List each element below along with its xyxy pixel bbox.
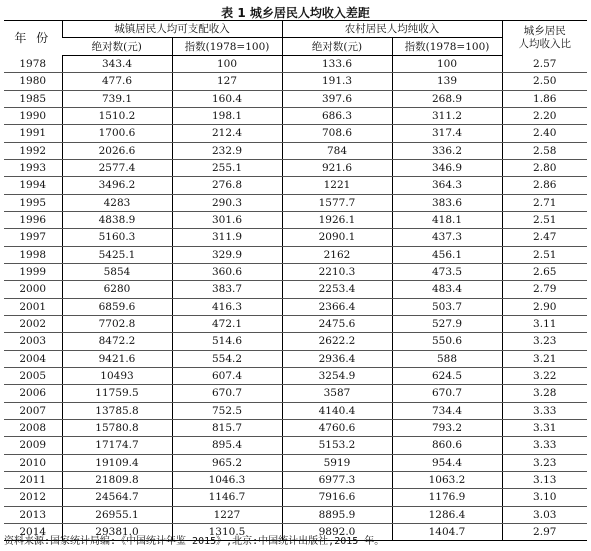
table-row	[4, 350, 587, 367]
urban-index-cell: 1046.3	[172, 471, 282, 488]
ratio-cell: 3.22	[502, 367, 587, 384]
source-note: 资料来源:国家统计局编:《中国统计年鉴 2015》,北京:中国统计出版社,2015 年。	[4, 536, 385, 547]
urban-index-cell: 965.2	[172, 454, 282, 471]
urban-index-cell: 1310.5	[172, 523, 282, 540]
rural-index-cell: 1404.7	[392, 523, 502, 540]
rural-index-header: 指数(1978=100)	[392, 38, 502, 56]
table-row	[4, 419, 587, 436]
urban-income-group-header: 城镇居民人均可支配收入	[62, 21, 282, 38]
year-cell: 1997	[4, 229, 62, 246]
table-row	[4, 107, 587, 124]
urban-absolute-cell: 26955.1	[62, 506, 172, 523]
table-row	[4, 177, 587, 194]
urban-index-cell: 329.9	[172, 246, 282, 263]
table-body	[4, 56, 587, 541]
rural-absolute-cell: 133.6	[282, 56, 392, 73]
urban-absolute-header: 绝对数(元)	[62, 38, 172, 56]
year-cell: 1990	[4, 107, 62, 124]
urban-absolute-cell: 477.6	[62, 73, 172, 90]
ratio-cell: 3.11	[502, 315, 587, 332]
ratio-cell: 3.33	[502, 437, 587, 454]
urban-absolute-cell: 29381.0	[62, 523, 172, 540]
urban-absolute-cell: 15780.8	[62, 419, 172, 436]
rural-index-cell: 527.9	[392, 315, 502, 332]
rural-index-cell: 1063.2	[392, 471, 502, 488]
rural-absolute-cell: 397.6	[282, 90, 392, 107]
ratio-cell: 3.23	[502, 454, 587, 471]
ratio-cell: 2.90	[502, 298, 587, 315]
table-header	[4, 21, 587, 56]
table-row	[4, 333, 587, 350]
urban-index-cell: 607.4	[172, 367, 282, 384]
urban-index-cell: 301.6	[172, 211, 282, 228]
rural-absolute-cell: 7916.6	[282, 489, 392, 506]
year-cell: 2014	[4, 523, 62, 540]
table-row	[4, 159, 587, 176]
urban-index-cell: 232.9	[172, 142, 282, 159]
year-cell: 1996	[4, 211, 62, 228]
ratio-cell: 3.10	[502, 489, 587, 506]
rural-income-group-header: 农村居民人均纯收入	[282, 21, 502, 38]
urban-absolute-cell: 6859.6	[62, 298, 172, 315]
table-title: 表 1 城乡居民人均收入差距	[221, 6, 370, 20]
urban-absolute-cell: 7702.8	[62, 315, 172, 332]
rural-absolute-cell: 1926.1	[282, 211, 392, 228]
ratio-cell: 2.40	[502, 125, 587, 142]
urban-absolute-cell: 5160.3	[62, 229, 172, 246]
ratio-header	[502, 21, 587, 56]
rural-absolute-cell: 2622.2	[282, 333, 392, 350]
table-row	[4, 454, 587, 471]
year-cell: 1985	[4, 90, 62, 107]
ratio-cell: 2.65	[502, 263, 587, 280]
year-cell: 1998	[4, 246, 62, 263]
year-cell: 1994	[4, 177, 62, 194]
table-row	[4, 194, 587, 211]
urban-absolute-cell: 1700.6	[62, 125, 172, 142]
rural-absolute-cell: 6977.3	[282, 471, 392, 488]
year-cell: 2011	[4, 471, 62, 488]
rural-index-cell: 383.6	[392, 194, 502, 211]
urban-absolute-cell: 9421.6	[62, 350, 172, 367]
rural-absolute-cell: 2936.4	[282, 350, 392, 367]
urban-index-cell: 290.3	[172, 194, 282, 211]
rural-index-cell: 734.4	[392, 402, 502, 419]
ratio-cell: 3.21	[502, 350, 587, 367]
table-row	[4, 385, 587, 402]
urban-absolute-cell: 5854	[62, 263, 172, 280]
rural-absolute-cell: 1221	[282, 177, 392, 194]
income-gap-table-container	[4, 20, 587, 541]
year-cell: 1992	[4, 142, 62, 159]
rural-index-cell: 860.6	[392, 437, 502, 454]
rural-absolute-cell: 784	[282, 142, 392, 159]
year-cell: 1995	[4, 194, 62, 211]
urban-index-cell: 472.1	[172, 315, 282, 332]
rural-index-cell: 550.6	[392, 333, 502, 350]
year-cell: 1978	[4, 56, 62, 73]
urban-absolute-cell: 19109.4	[62, 454, 172, 471]
rural-absolute-cell: 2366.4	[282, 298, 392, 315]
rural-absolute-cell: 2210.3	[282, 263, 392, 280]
ratio-cell: 3.28	[502, 385, 587, 402]
table-row	[4, 90, 587, 107]
rural-absolute-header: 绝对数(元)	[282, 38, 392, 56]
urban-index-cell: 1146.7	[172, 489, 282, 506]
urban-index-cell: 198.1	[172, 107, 282, 124]
rural-index-cell: 793.2	[392, 419, 502, 436]
ratio-cell: 2.51	[502, 211, 587, 228]
ratio-cell: 3.03	[502, 506, 587, 523]
urban-index-cell: 255.1	[172, 159, 282, 176]
rural-absolute-cell: 686.3	[282, 107, 392, 124]
rural-index-cell: 100	[392, 56, 502, 73]
rural-absolute-cell: 3254.9	[282, 367, 392, 384]
ratio-cell: 3.13	[502, 471, 587, 488]
urban-index-header: 指数(1978=100)	[172, 38, 282, 56]
rural-index-cell: 670.7	[392, 385, 502, 402]
urban-index-cell: 752.5	[172, 402, 282, 419]
income-gap-table	[4, 20, 587, 541]
ratio-cell: 3.31	[502, 419, 587, 436]
ratio-cell: 2.50	[502, 73, 587, 90]
urban-absolute-cell: 17174.7	[62, 437, 172, 454]
table-row	[4, 56, 587, 73]
urban-absolute-cell: 11759.5	[62, 385, 172, 402]
urban-absolute-cell: 2577.4	[62, 159, 172, 176]
urban-index-cell: 276.8	[172, 177, 282, 194]
year-header: 年 份	[4, 21, 62, 56]
rural-absolute-cell: 191.3	[282, 73, 392, 90]
year-cell: 1991	[4, 125, 62, 142]
urban-index-cell: 127	[172, 73, 282, 90]
urban-index-cell: 100	[172, 56, 282, 73]
rural-index-cell: 954.4	[392, 454, 502, 471]
ratio-cell: 2.58	[502, 142, 587, 159]
urban-index-cell: 383.7	[172, 281, 282, 298]
urban-index-cell: 160.4	[172, 90, 282, 107]
urban-absolute-cell: 5425.1	[62, 246, 172, 263]
urban-absolute-cell: 6280	[62, 281, 172, 298]
rural-index-cell: 473.5	[392, 263, 502, 280]
rural-absolute-cell: 2162	[282, 246, 392, 263]
table-row	[4, 315, 587, 332]
urban-absolute-cell: 13785.8	[62, 402, 172, 419]
ratio-cell: 1.86	[502, 90, 587, 107]
rural-index-cell: 1286.4	[392, 506, 502, 523]
rural-absolute-cell: 5919	[282, 454, 392, 471]
year-cell: 2000	[4, 281, 62, 298]
table-row	[4, 437, 587, 454]
table-row	[4, 489, 587, 506]
table-row	[4, 471, 587, 488]
rural-absolute-cell: 9892.0	[282, 523, 392, 540]
year-cell: 2004	[4, 350, 62, 367]
rural-index-cell: 317.4	[392, 125, 502, 142]
urban-absolute-cell: 739.1	[62, 90, 172, 107]
urban-absolute-cell: 2026.6	[62, 142, 172, 159]
ratio-cell: 2.86	[502, 177, 587, 194]
urban-index-cell: 815.7	[172, 419, 282, 436]
ratio-cell: 2.57	[502, 56, 587, 73]
rural-index-cell: 139	[392, 73, 502, 90]
urban-index-cell: 311.9	[172, 229, 282, 246]
year-cell: 2013	[4, 506, 62, 523]
table-row	[4, 73, 587, 90]
ratio-header-line1: 城乡居民	[523, 25, 566, 38]
rural-index-cell: 456.1	[392, 246, 502, 263]
table-row	[4, 506, 587, 523]
rural-index-cell: 418.1	[392, 211, 502, 228]
rural-index-cell: 311.2	[392, 107, 502, 124]
table-row	[4, 281, 587, 298]
ratio-cell: 3.23	[502, 333, 587, 350]
table-row	[4, 211, 587, 228]
urban-absolute-cell: 4283	[62, 194, 172, 211]
urban-index-cell: 895.4	[172, 437, 282, 454]
year-cell: 2008	[4, 419, 62, 436]
urban-index-cell: 416.3	[172, 298, 282, 315]
urban-index-cell: 514.6	[172, 333, 282, 350]
table-row	[4, 298, 587, 315]
year-cell: 2009	[4, 437, 62, 454]
table-row	[4, 246, 587, 263]
table-row	[4, 367, 587, 384]
rural-index-cell: 437.3	[392, 229, 502, 246]
rural-index-cell: 268.9	[392, 90, 502, 107]
rural-absolute-cell: 1577.7	[282, 194, 392, 211]
rural-index-cell: 483.4	[392, 281, 502, 298]
rural-absolute-cell: 4140.4	[282, 402, 392, 419]
rural-absolute-cell: 2475.6	[282, 315, 392, 332]
ratio-cell: 2.47	[502, 229, 587, 246]
ratio-cell: 2.80	[502, 159, 587, 176]
year-cell: 2003	[4, 333, 62, 350]
ratio-cell: 3.33	[502, 402, 587, 419]
urban-index-cell: 1227	[172, 506, 282, 523]
urban-absolute-cell: 3496.2	[62, 177, 172, 194]
urban-absolute-cell: 10493	[62, 367, 172, 384]
ratio-header-line2: 人均收入比	[518, 38, 571, 51]
rural-absolute-cell: 8895.9	[282, 506, 392, 523]
year-cell: 2005	[4, 367, 62, 384]
year-cell: 2002	[4, 315, 62, 332]
ratio-cell: 2.97	[502, 523, 587, 540]
year-cell: 1999	[4, 263, 62, 280]
rural-absolute-cell: 4760.6	[282, 419, 392, 436]
rural-index-cell: 336.2	[392, 142, 502, 159]
rural-index-cell: 503.7	[392, 298, 502, 315]
urban-absolute-cell: 24564.7	[62, 489, 172, 506]
year-cell: 1980	[4, 73, 62, 90]
urban-absolute-cell: 8472.2	[62, 333, 172, 350]
rural-index-cell: 624.5	[392, 367, 502, 384]
table-row	[4, 125, 587, 142]
urban-absolute-cell: 1510.2	[62, 107, 172, 124]
rural-absolute-cell: 5153.2	[282, 437, 392, 454]
urban-index-cell: 554.2	[172, 350, 282, 367]
rural-absolute-cell: 708.6	[282, 125, 392, 142]
ratio-cell: 2.79	[502, 281, 587, 298]
table-row	[4, 229, 587, 246]
rural-index-cell: 364.3	[392, 177, 502, 194]
ratio-cell: 2.71	[502, 194, 587, 211]
table-row	[4, 402, 587, 419]
rural-absolute-cell: 921.6	[282, 159, 392, 176]
year-cell: 2007	[4, 402, 62, 419]
year-cell: 2010	[4, 454, 62, 471]
year-cell: 2001	[4, 298, 62, 315]
rural-absolute-cell: 2090.1	[282, 229, 392, 246]
year-cell: 2006	[4, 385, 62, 402]
urban-absolute-cell: 4838.9	[62, 211, 172, 228]
ratio-cell: 2.20	[502, 107, 587, 124]
rural-index-cell: 346.9	[392, 159, 502, 176]
table-row	[4, 263, 587, 280]
year-cell: 2012	[4, 489, 62, 506]
urban-absolute-cell: 21809.8	[62, 471, 172, 488]
urban-index-cell: 212.4	[172, 125, 282, 142]
year-cell: 1993	[4, 159, 62, 176]
table-row	[4, 142, 587, 159]
urban-index-cell: 360.6	[172, 263, 282, 280]
rural-index-cell: 1176.9	[392, 489, 502, 506]
urban-index-cell: 670.7	[172, 385, 282, 402]
rural-absolute-cell: 2253.4	[282, 281, 392, 298]
ratio-cell: 2.51	[502, 246, 587, 263]
rural-absolute-cell: 3587	[282, 385, 392, 402]
urban-absolute-cell: 343.4	[62, 56, 172, 73]
rural-index-cell: 588	[392, 350, 502, 367]
